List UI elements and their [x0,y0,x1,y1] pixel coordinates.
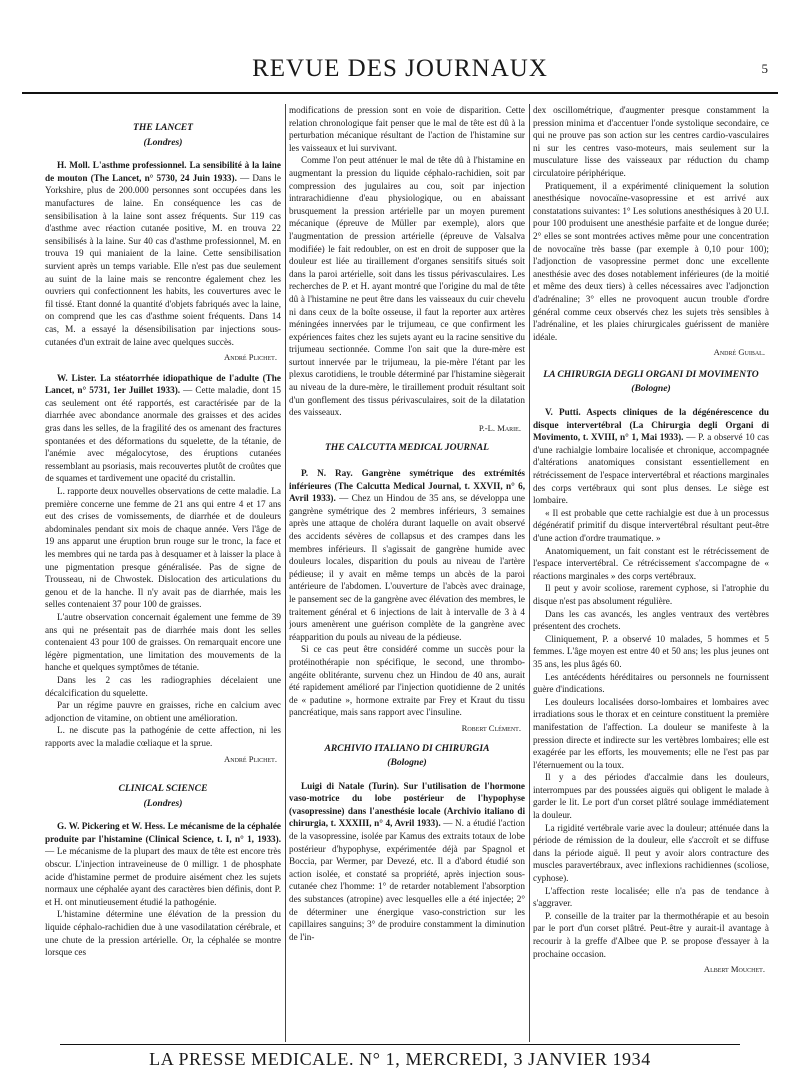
footer-imprint: LA PRESSE MEDICALE. N° 1, MERCREDI, 3 JANVIER 1934 [149,1049,651,1069]
article-paragraph: L'autre observation concernait également une femme de 39 ans qui ne présentait pas de diarrhée mais dont les selles contenaient 43 pour 100 de graisses. On remarquait encore une légère pigmentation, une limitation des mouvements de la hanche et quelques symptômes de tétanie. [45,611,281,673]
author-signature: Albert Mouchet. [703,964,765,975]
article-paragraph [289,780,525,944]
section-place: (Londres) [143,797,183,809]
article-text: — Chez un Hindou de 35 ans, se développa une gangrène symétrique des 2 membres inférieurs, 3 semaines après une attaque de choléra durant laquelle on avait observé des accidents sévères de collapsus et des crampes dans les membres inférieurs. Il s'agissait de gangrène humide avec douleurs locales, disparition du pouls au niveau de l'artère pédieuse; il y avait en même temps un abcès de la paroi antérieure de l'abdomen. L'ouverture de l'abcès avec drainage, le pansement sec de la gangrène avec élévation des membres, le traitement général et 6 injections de lait à intervalle de 3 à 4 jours amenèrent une guérison complète de la gangrène avec réapparition du pouls au niveau de la pédieuse. [289,493,525,642]
article-paragraph [533,406,769,507]
section-place: (Bologne) [387,757,427,769]
section-place: (Bologne) [631,383,671,395]
author-signature: Robert Clément. [461,722,521,733]
article-paragraph: Comme l'on peut atténuer le mal de tête dû à l'histamine en augmentant la pression du liquide céphalo-rachidien, soit par compression des jugulaires au cou, soit par injection intrarachidienne d'eau physiologique, ou en abaissant brusquement la pression artérielle par un moyen purement mécanique (épreuve de Müller par exemple), alors que l'augmentation de pression artérielle (épreuve de Valsalva modifiée) le fait redoubler, on est en droit de supposer que la douleur est liée au tiraillement d'organes sensitifs situés soit dans la paroi artérielle, soit dans les tissus périvasculaires. Les recherches de P. et H. ayant montré que l'origine du mal de tête dû à l'histamine ne peut être dans les vaisseaux du cuir chevelu ni dans ceux de la boîte osseuse, il faut la reporter aux artères méningées innervées par le trijumeau, ce que confirment les expériences faites chez les sujets ayant eu la racine sensitive du trijumeau sectionnée. Comme l'on sait que la dure-mère est surtout innervée par le trijumeau, la pie-mère l'étant par les plexus carotidiens, le trouble déterminé par l'histamine siègerait au niveau de la dure-mère, le tiraillement produit résultant soit d'un gonflement des tissus périvasculaires, soit de la dilatation des vaisseaux. [289,155,525,418]
author-signature: André Guibal. [713,347,765,358]
article-paragraph: « Il est probable que cette rachialgie est due à un processus dégénératif primitif du disque intervertébral résultant peut-être d'une action d'ordre traumatique. » [533,507,769,543]
article-paragraph: Par un régime pauvre en graisses, riche en calcium avec adjonction de vitamine, on obtient une amélioration. [45,700,281,723]
article-paragraph [45,820,281,908]
column-3 [533,104,769,1042]
article-paragraph: Il y a des périodes d'accalmie dans les douleurs, interrompues par des poussées aiguës qui obligent le malade à garder le lit. Le port d'un corset plâtré soulage immédiatement la douleur. [533,772,769,821]
header-rule [22,92,778,94]
column-1 [45,104,281,1042]
article-text: — N. a étudié l'action de la vasopressine, isolée par Kamus des extraits totaux de lobe postérieur d'hypophyse, expérimentée déjà par Spagnol et Boccia, par Wermer, par Devezé, etc. Il a d'abord étudié son action isolée, et constaté sa propriété, après injection sous-cutanée chez l'homme: 1° de retarder notablement l'absorption des substances (atropine) avec lesquelles elle a été injectée; 2° de déterminer une énergique vaso-constriction sur les capillaires sanguins; 3° de produire constamment la diminution de l'in- [289,818,525,942]
article-paragraph: dex oscillométrique, d'augmenter presque constamment la pression minima et d'accentuer l'onde systolique secondaire, ce qui ne prouve pas son action sur les centres cardio-vasculaires ni sur les centres vaso-moteurs, mais seulement sur la musculature lisse des vaisseaux par réduction du champ circulatoire périphérique. [533,105,769,178]
article-text: — Le mécanisme de la plupart des maux de tête est encore très obscur. L'injection intraveineuse de 0 milligr. 1 de phosphate acide d'histamine permet de produire aisément chez les sujets normaux une céphalée ayant des caractères bien définis, dont P. et H. ont minutieusement étudié la pathogénie. [45,846,281,907]
article-paragraph: Il peut y avoir scoliose, rarement cyphose, si l'atrophie du disque n'est pas absolument régulière. [533,583,769,606]
article-heading: V. Putti. Aspects cliniques de la dégénérescence du disque intervertébral (La Chirurgia degli Organi di Movimento, t. XVIII, n° 1, Mai 1933). [533,407,769,443]
section-place: (Londres) [143,136,183,148]
section-title: THE LANCET [133,122,193,133]
article-heading: Luigi di Natale (Turin). Sur l'utilisation de l'hormone vaso-motrice du lobe postérieur de l'hypophyse (vasopressine) dans l'anesthésie locale (Archivio italiano di chirurgia, t. XXXIII, n° 4, Avril 1933). [289,780,525,829]
article-paragraph: L'affection reste localisée; elle n'a pas de tendance à s'aggraver. [533,885,769,909]
section-title: THE CALCUTTA MEDICAL JOURNAL [324,442,490,454]
article-heading: G. W. Pickering et W. Hess. Le mécanisme de la céphalée produite par l'histamine (Clinical Science, t. I, n° 1, 1933). [45,821,281,844]
article-paragraph: Pratiquement, il a expérimenté cliniquement la solution anesthésique novocaïne-vasopressine et est arrivé aux constatations suivantes: 1° Les solutions anesthésiques à 20 U.I. pour 100 produisent une anesthésie parfaite et de longue durée; 2° elles se sont montrées actives même pour une concentration de novocaïne très basse (par exemple à 0,10 pour 100); l'adjonction de vasopressine permet donc une excellente anesthésie avec des doses notablement inférieures (de la moitié et même des deux tiers) à celles nécessaires avec l'adjonction d'adrénaline; 3° elles ne provoquent aucun trouble d'ordre général comme ceux observés chez les sujets très sensibles à l'adrénaline, et les plaies chirurgicales guérissent de manière idéale. [533,180,769,342]
article-heading: W. Lister. La stéatorrhée idiopathique de l'adulte (The Lancet, n° 5731, 1er Juillet 1933). [45,372,281,396]
article-columns [45,104,785,1042]
article-text: — Dans le Yorkshire, plus de 200.000 personnes sont occupées dans les manufactures de laine. En conséquence les cas de sensibilisation à la laine sont assez fréquents. Sur 119 cas d'asthme avec réaction cutanée positive, M. en trouva 22 sensibilisés à la laine. Sur 40 cas d'asthme professionnel, M. en trouva 19 qui maniaient de la laine. Cette sensibilisation survient après un temps variable. Elle n'est pas due seulement au suint de la laine mais se rencontre également chez les ouvriers qui confectionnent les habits, les couvertures avec le fil tissé. Etant donné la quantité d'objets fabriqués avec la laine, on comprend que les cas d'asthme soient fréquents. Dans 14 cas, M. a essayé la désensibilisation par injections sous-cutanées d'un extrait de laine avec quelques succès. [45,172,281,347]
article-paragraph: L'histamine détermine une élévation de la pression du liquide céphalo-rachidien due à une vasodilatation cérébrale, et une chute de la pression artérielle. Or, la céphalée se montre lorsque ces [45,909,281,958]
column-divider [529,104,530,1042]
author-signature: P.-L. Marie. [478,422,521,433]
article-text: — P. a observé 10 cas d'une rachialgie lombaire localisée et chronique, accompagnée d'altérations anatomiques consistant essentiellement en rétrécissement de l'espace intervertébral et réactions marginales des corps vertébraux qui sont plus denses. Le siège est lombaire. [533,432,769,506]
article-heading: P. N. Ray. Gangrène symétrique des extrémités inférieures (The Calcutta Medical Journal, t. XXVII, n° 6, Avril 1933). [289,468,525,504]
section-title: LA CHIRURGIA DEGLI ORGANI DI MOVIMENTO [543,368,759,380]
column-divider [285,104,286,1042]
column-2 [289,104,525,1042]
article-paragraph [45,372,281,485]
article-paragraph: modifications de pression sont en voie de disparition. Cette relation chronologique fait penser que le mal de tête est dû à la perturbation mécanique résultant de l'action de l'histamine sur les vaisseaux et lui survivant. [289,105,525,153]
article-paragraph: P. conseille de la traiter par la thermothérapie et au besoin par le port d'un corset plâtré. Peut-être y aurait-il avantage à recourir à la greffe d'Albee que P. se propose d'essayer à la prochaine occasion. [533,910,769,959]
page-number: 5 [761,61,768,76]
article-paragraph: La rigidité vertébrale varie avec la douleur; atténuée dans la période de rémission de la douleur, elle s'accroît et se diffuse dans la période aiguë. Il peut y avoir alors contracture des muscles paravertébraux, avec inflexions rachidiennes (scoliose, cyphose). [533,822,769,884]
section-title: CLINICAL SCIENCE [118,783,208,795]
section-title: ARCHIVIO ITALIANO DI CHIRURGIA [324,742,490,754]
article-heading: H. Moll. L'asthme professionnel. La sensibilité à la laine de mouton (The Lancet, n° 5730, 24 Juin 1933). [45,160,281,183]
article-paragraph [45,159,281,348]
article-paragraph: Dans les 2 cas les radiographies décelaient une décalcification du squelette. [45,674,281,698]
article-paragraph [289,467,525,643]
article-paragraph: L. rapporte deux nouvelles observations de cette maladie. La première concerne une femme de 21 ans qui entre 4 et 17 ans eut des crises de vomissements, de diarrhée et de douleurs abdominales pendant six mois de chaque année. Vers l'âge de 19 ans apparut une éruption brun rouge sur le tronc, la face et les membres qui ne tarda pas à desquamer et à laisser la place à une pigmentation presque généralisée. Pas de signe de Trousseau, ni de Chwostek. Dislocation des articulations du genou et de la hanche. Il n'y avait pas de diarrhée, mais les selles contenaient 37 pour 100 de graisses. [45,486,281,610]
article-paragraph: Si ce cas peut être considéré comme un succès pour la protéinothérapie non spécifique, le second, une thrombo-angéite oblitérante, survenu chez un Hindou de 40 ans, aurait été rapidement amélioré par l'injection quotidienne de 2 unités de « padutine », hormone extraite par Frey et Kraut du tissu pancréatique, mais sans rapport avec l'insuline. [289,644,525,718]
author-signature: André Plichet. [224,352,277,363]
page-header [22,55,778,95]
article-paragraph: L. ne discute pas la pathogénie de cette affection, ni les rapports avec la maladie cœliaque et la sprue. [45,725,281,748]
footer-rule [60,1044,740,1045]
article-text: — Cette maladie, dont 15 cas seulement ont été rapportés, est caractérisée par de la diarrhée avec abondance anormale des graisses et des acides gras dans les selles, de la fragilité des os amenant des fractures spontanées et des déformations du squelette, de la tétanie, de l'anémie avec mégalocytose, des éruptions cutanées ressemblant au psoriasis, mais recouvertes plutôt de croûtes que de squames et tardivement une opacité du cristallin. [45,385,281,484]
article-paragraph: Cliniquement, P. a observé 10 malades, 5 hommes et 5 femmes. L'âge moyen est entre 40 et 50 ans; les plus jeunes ont 35 ans, les plus âgés 60. [533,633,769,669]
author-signature: André Plichet. [224,753,277,764]
journal-title: REVUE DES JOURNAUX [252,55,548,82]
article-paragraph: Les douleurs localisées dorso-lombaires et lombaires avec irradiations sous le thorax et en ceinture constituent la première manifestation de l'affection. La douleur se manifeste à la pression directe et indirecte sur les vertèbres lombaires; elle est exagérée par les efforts, les mouvements; elle ne l'est pas par l'éternuement ou la toux. [533,696,769,770]
article-paragraph: Anatomiquement, un fait constant est le rétrécissement de l'espace intervertébral. Ce rétrécissement s'accompagne de « réactions marginales » des corps vertébraux. [533,545,769,581]
article-paragraph: Les antécédents héréditaires ou personnels ne fournissent guère d'indications. [533,671,769,695]
article-paragraph: Dans les cas avancés, les angles ventraux des vertèbres présentent des crochets. [533,608,769,632]
